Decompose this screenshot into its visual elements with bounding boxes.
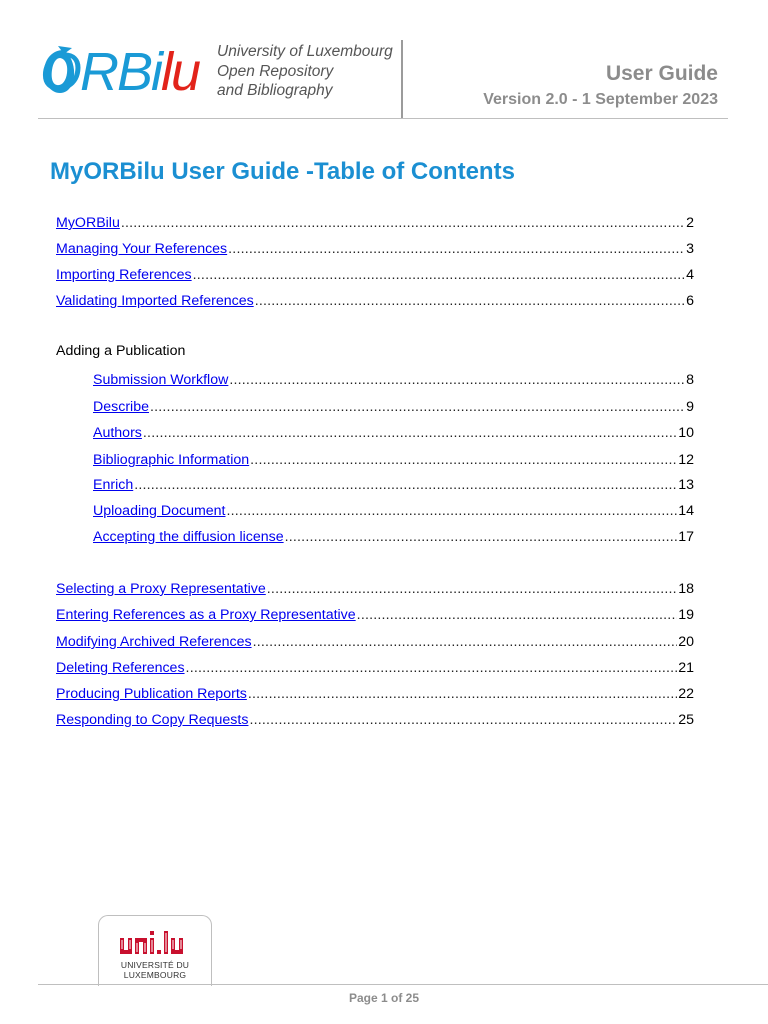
toc-page-number: 4 <box>686 267 694 283</box>
toc-leader <box>186 659 678 677</box>
toc-entry[interactable] <box>56 631 694 651</box>
toc-link[interactable]: Producing Publication Reports <box>56 686 247 702</box>
tagline-line-2: Open Repository <box>217 62 334 80</box>
toc-link[interactable]: MyORBilu <box>56 215 120 231</box>
toc-link[interactable]: Authors <box>93 425 142 441</box>
toc-page-number: 3 <box>686 241 694 257</box>
tagline-line-1: University of Luxembourg <box>217 43 393 60</box>
orbilu-tagline <box>217 42 393 101</box>
toc-leader <box>227 502 678 520</box>
footer-divider <box>38 984 768 985</box>
wordmark-lu: lu <box>161 42 200 102</box>
toc-entry[interactable] <box>56 578 694 598</box>
toc-entry[interactable] <box>56 709 694 729</box>
toc-link[interactable]: Responding to Copy Requests <box>56 712 249 728</box>
wordmark-orbi: ORBi <box>40 42 162 102</box>
toc-leader <box>249 711 677 729</box>
toc-page-number: 21 <box>678 660 694 676</box>
document-title: User Guide <box>605 62 718 85</box>
toc-leader <box>121 214 685 232</box>
toc-entry[interactable] <box>56 238 694 258</box>
toc-leader <box>248 685 677 703</box>
university-name-line-2: LUXEMBOURG <box>123 970 187 980</box>
toc-page-number: 10 <box>678 425 694 441</box>
toc-subentry[interactable] <box>93 526 694 546</box>
toc-leader <box>357 606 678 624</box>
toc-link[interactable]: Entering References as a Proxy Representative <box>56 607 356 623</box>
toc-leader <box>150 398 685 416</box>
toc-page-number: 9 <box>686 399 694 415</box>
toc-link[interactable]: Bibliographic Information <box>93 452 250 468</box>
toc-leader <box>193 266 685 284</box>
toc-page-number: 17 <box>678 529 694 545</box>
uni-lu-logo <box>119 930 189 956</box>
toc-link[interactable]: Deleting References <box>56 660 185 676</box>
toc-subentry[interactable] <box>93 474 694 494</box>
toc-page-number: 14 <box>678 503 694 519</box>
toc-page-number: 22 <box>678 686 694 702</box>
university-name-line-1: UNIVERSITÉ DU <box>120 960 190 970</box>
university-name <box>99 960 211 980</box>
toc-leader <box>285 528 678 546</box>
toc-leader <box>134 476 677 494</box>
toc-page-number: 6 <box>686 293 694 309</box>
header-divider <box>38 118 728 119</box>
toc-subentry[interactable] <box>93 500 694 520</box>
toc-subentry[interactable] <box>93 422 694 442</box>
page-header <box>0 0 768 120</box>
toc-leader <box>267 580 677 598</box>
toc-entry[interactable] <box>56 657 694 677</box>
toc-subentry[interactable] <box>93 369 694 389</box>
university-logo-tab <box>98 915 212 986</box>
toc-entry[interactable] <box>56 290 694 310</box>
toc-page-number: 18 <box>678 581 694 597</box>
toc-link[interactable]: Validating Imported References <box>56 293 254 309</box>
toc-page-number: 25 <box>678 712 694 728</box>
tagline-line-3: and Bibliography <box>217 82 333 99</box>
document-version: Version 2.0 - 1 September 2023 <box>483 91 718 108</box>
toc-leader <box>143 424 677 442</box>
toc-leader <box>228 240 685 258</box>
toc-link[interactable]: Importing References <box>56 267 192 283</box>
toc-entry[interactable] <box>56 604 694 624</box>
toc-leader <box>255 292 685 310</box>
toc-link[interactable]: Selecting a Proxy Representative <box>56 581 266 597</box>
toc-leader <box>253 633 678 651</box>
toc-link[interactable]: Enrich <box>93 477 134 493</box>
toc-entry[interactable] <box>56 212 694 232</box>
toc-leader <box>250 451 677 469</box>
toc-page-number: 20 <box>678 634 694 650</box>
orbilu-logo <box>40 38 410 118</box>
toc-leader <box>229 371 685 389</box>
toc-link[interactable]: Uploading Document <box>93 503 226 519</box>
toc-section-heading: Adding a Publication <box>56 343 186 359</box>
toc-link[interactable]: Describe <box>93 399 149 415</box>
orbilu-wordmark <box>40 42 199 102</box>
toc-subentry[interactable] <box>93 396 694 416</box>
toc-page-number: 19 <box>678 607 694 623</box>
page-title: MyORBilu User Guide -Table of Contents <box>50 158 515 185</box>
logo-divider <box>401 40 403 118</box>
toc-entry[interactable] <box>56 264 694 284</box>
toc-link[interactable]: Modifying Archived References <box>56 634 252 650</box>
toc-entry[interactable] <box>56 683 694 703</box>
toc-link[interactable]: Accepting the diffusion license <box>93 529 284 545</box>
toc-page-number: 2 <box>686 215 694 231</box>
toc-subentry[interactable] <box>93 449 694 469</box>
toc-page-number: 8 <box>686 372 694 388</box>
toc-link[interactable]: Managing Your References <box>56 241 228 257</box>
toc-link[interactable]: Submission Workflow <box>93 372 229 388</box>
toc-page-number: 12 <box>678 452 694 468</box>
page-number: Page 1 of 25 <box>348 991 420 1005</box>
toc-page-number: 13 <box>678 477 694 493</box>
